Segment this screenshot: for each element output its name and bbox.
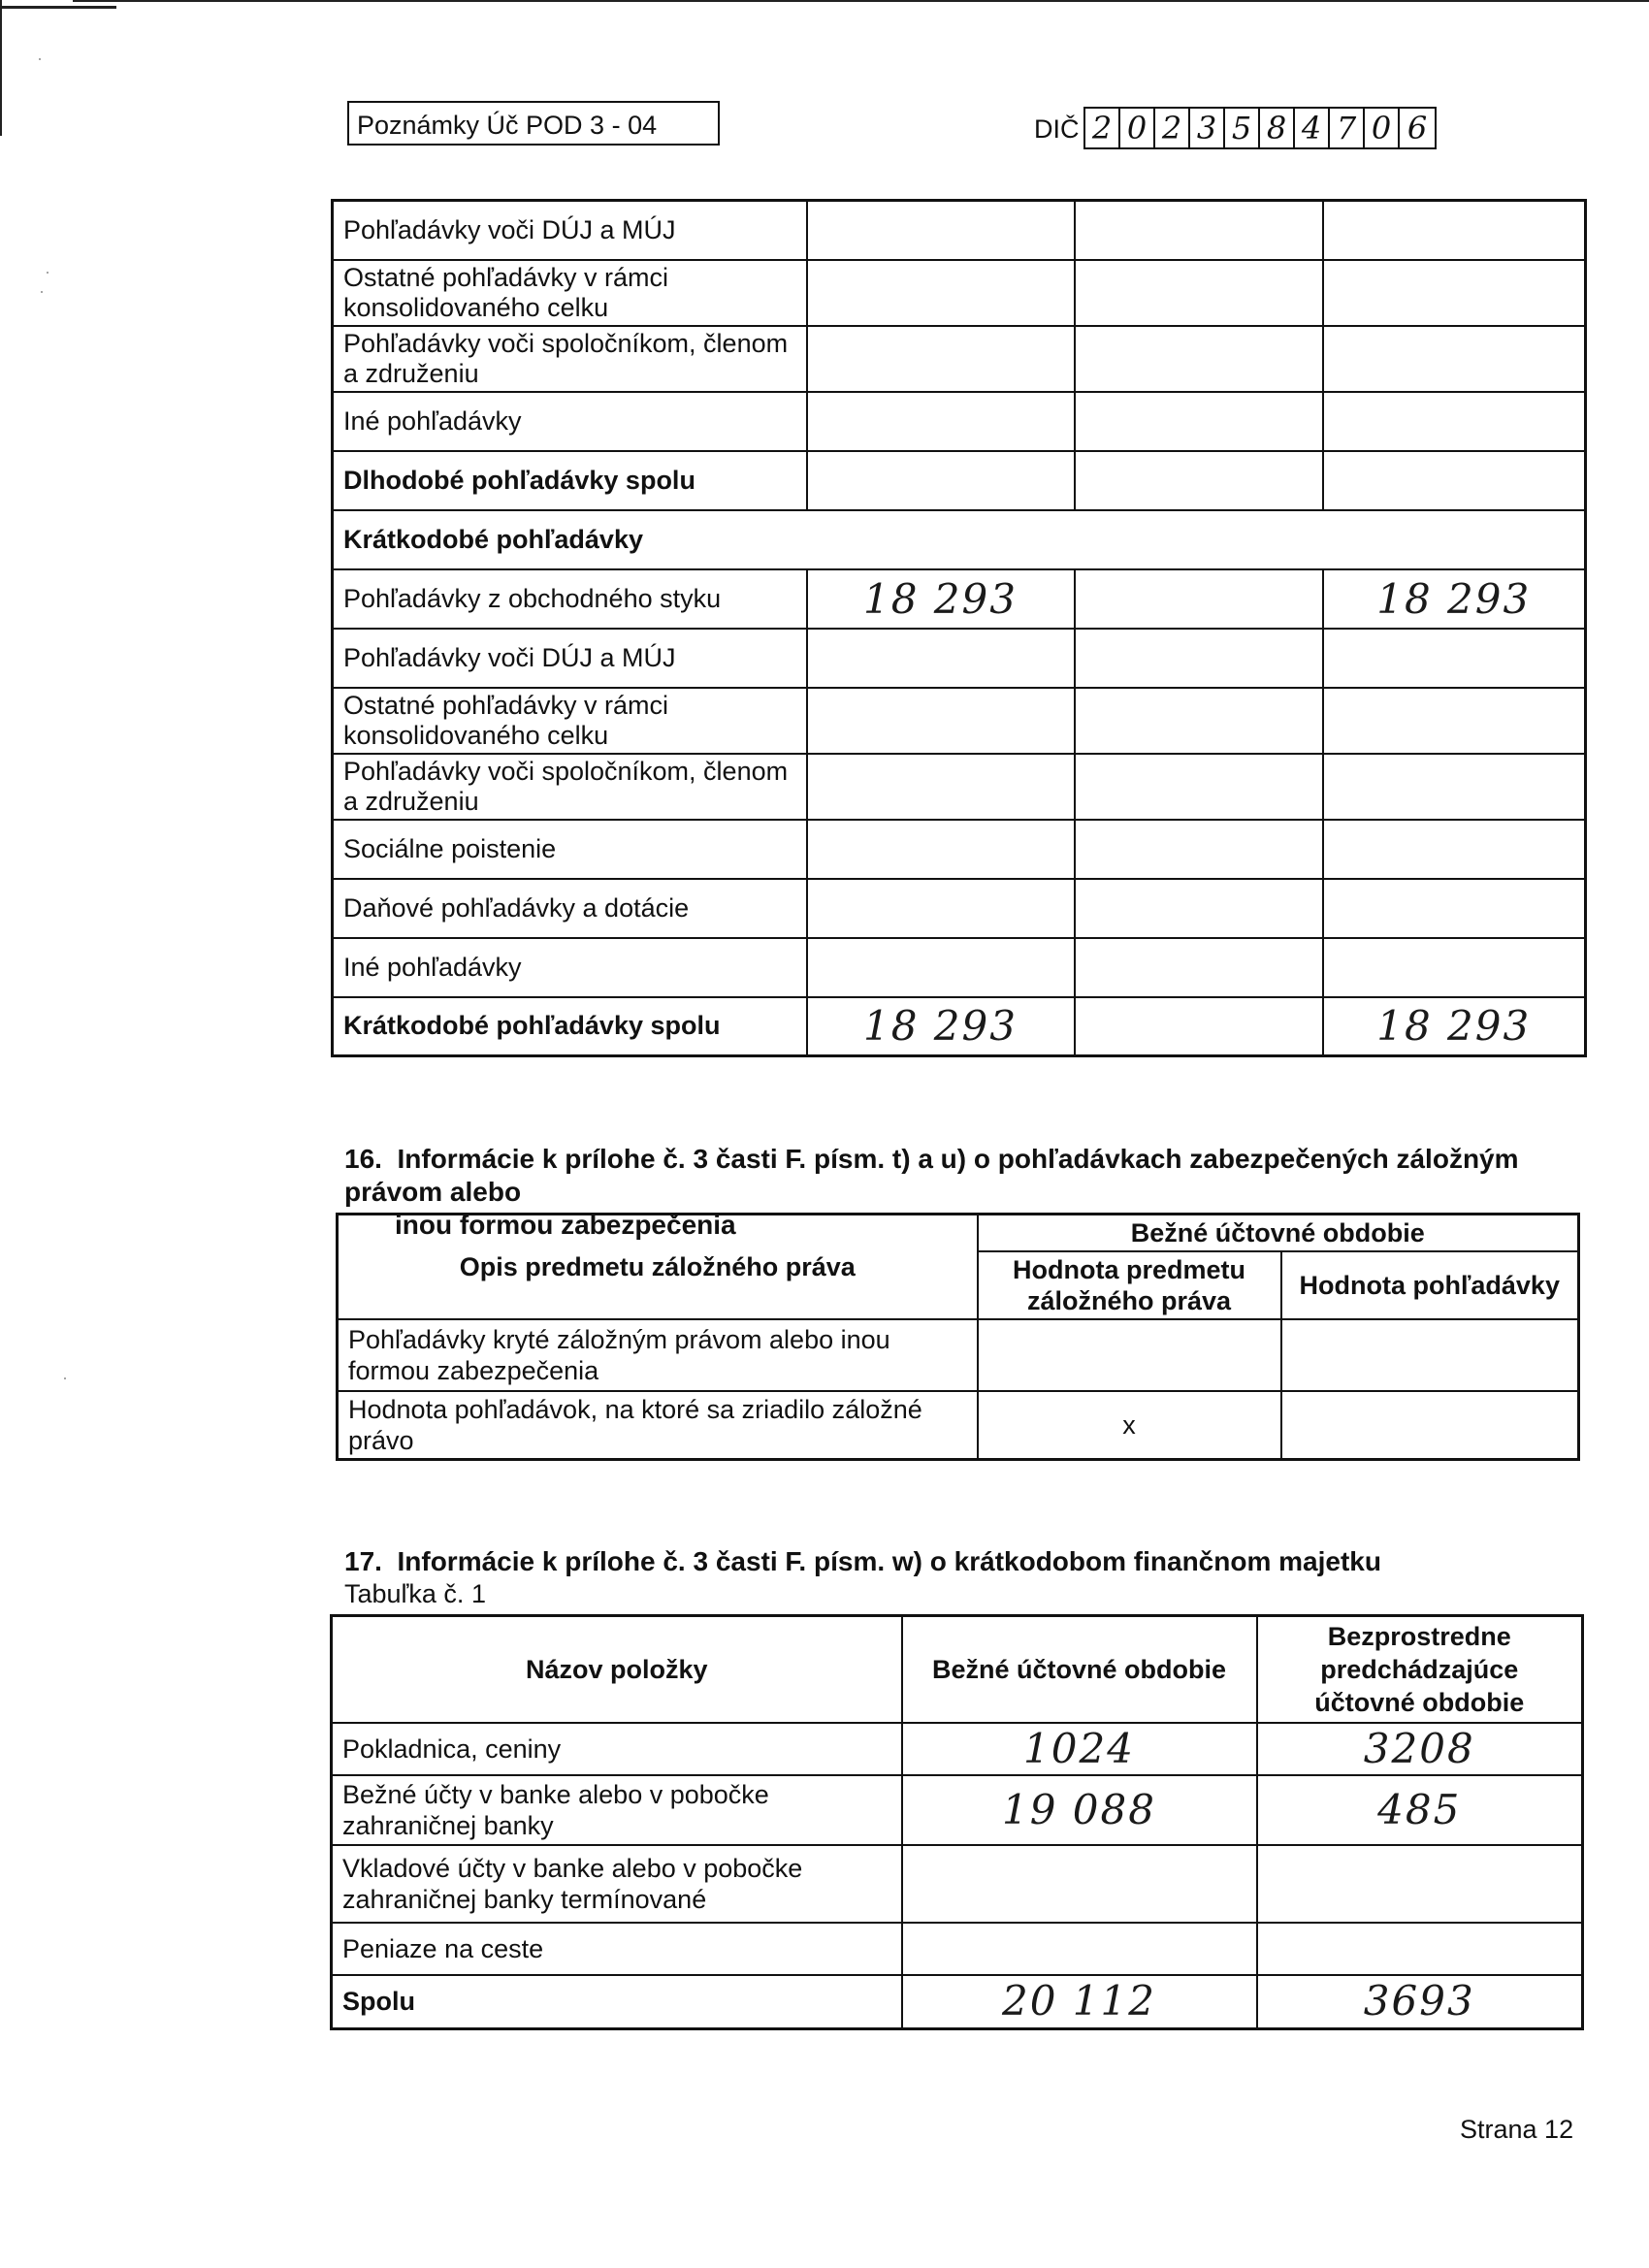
pledge-table	[336, 1213, 1580, 1461]
value-cell[interactable]: 3693	[1257, 1975, 1583, 2029]
value-cell[interactable]	[1323, 629, 1586, 688]
section-number: 16.	[344, 1144, 382, 1174]
scan-border-line	[73, 0, 1649, 2]
financial-assets-table	[330, 1614, 1584, 2030]
scan-speck	[39, 58, 41, 60]
table-caption: Tabuľka č. 1	[344, 1579, 486, 1608]
table-row	[338, 1391, 1579, 1460]
value-cell[interactable]	[1323, 688, 1586, 754]
dic-digit: 0	[1120, 109, 1155, 147]
value-cell[interactable]	[1323, 201, 1586, 260]
table-row	[333, 629, 1586, 688]
scan-mark	[0, 6, 116, 9]
row-label: Pohľadávky voči DÚJ a MÚJ	[333, 201, 807, 260]
value-cell[interactable]	[1075, 326, 1323, 392]
value-cell[interactable]: 19 088	[902, 1775, 1257, 1845]
section-title-line2: inou formou zabezpečenia	[395, 1210, 736, 1240]
dic-label: DIČ	[1034, 114, 1080, 144]
dic-digit: 4	[1295, 109, 1330, 147]
table-row	[333, 326, 1586, 392]
value-cell[interactable]	[1323, 451, 1586, 510]
value-cell[interactable]	[1075, 754, 1323, 820]
value-cell[interactable]: 485	[1257, 1775, 1583, 1845]
dic-digit: 3	[1190, 109, 1225, 147]
row-label: Spolu	[332, 1975, 902, 2029]
value-cell[interactable]	[807, 260, 1075, 326]
row-label: Iné pohľadávky	[333, 938, 807, 997]
table-row	[332, 1923, 1583, 1975]
value-cell[interactable]: 18 293	[807, 569, 1075, 629]
row-label: Pohľadávky voči spoločníkom, členom a združeniu	[333, 326, 807, 392]
value-cell[interactable]	[1075, 879, 1323, 938]
value-cell[interactable]	[1323, 820, 1586, 879]
col-header-previous: Bezprostredne predchádzajúce účtovné obdobie	[1257, 1616, 1583, 1723]
header-row	[338, 1215, 1579, 1252]
dic-digit: 0	[1365, 109, 1400, 147]
value-cell[interactable]	[1323, 938, 1586, 997]
section-number: 17.	[344, 1546, 382, 1576]
value-cell[interactable]	[1323, 879, 1586, 938]
value-cell[interactable]: x	[978, 1391, 1281, 1460]
col-header-pledge-value: Hodnota predmetu záložného práva	[978, 1251, 1281, 1319]
table-row	[332, 1775, 1583, 1845]
form-label: Poznámky Úč POD 3 - 04	[347, 101, 720, 146]
scan-speck	[41, 291, 43, 293]
value-cell[interactable]	[1075, 569, 1323, 629]
value-cell[interactable]	[1323, 326, 1586, 392]
row-label: Pohľadávky voči spoločníkom, členom a združeniu	[333, 754, 807, 820]
dic-digit: 2	[1155, 109, 1190, 147]
scan-edge	[0, 0, 2, 136]
value-cell[interactable]	[902, 1923, 1257, 1975]
section-header-row	[333, 510, 1586, 569]
row-label: Dlhodobé pohľadávky spolu	[333, 451, 807, 510]
value-cell[interactable]	[1075, 997, 1323, 1056]
value-cell[interactable]: 18 293	[1323, 569, 1586, 629]
table-row	[333, 879, 1586, 938]
value-cell[interactable]	[1323, 260, 1586, 326]
col-header-receivable-value: Hodnota pohľadávky	[1281, 1251, 1579, 1319]
col-header-current: Bežné účtovné obdobie	[902, 1616, 1257, 1723]
value-cell[interactable]	[807, 451, 1075, 510]
dic-digit: 5	[1225, 109, 1260, 147]
table-row	[333, 820, 1586, 879]
row-label: Daňové pohľadávky a dotácie	[333, 879, 807, 938]
row-label: Pohľadávky z obchodného styku	[333, 569, 807, 629]
value-cell[interactable]	[807, 938, 1075, 997]
col-header-name: Názov položky	[332, 1616, 902, 1723]
page-number: Strana 12	[1460, 2115, 1574, 2144]
header-row	[332, 1616, 1583, 1723]
value-cell[interactable]	[1075, 629, 1323, 688]
value-cell[interactable]	[1075, 688, 1323, 754]
value-cell[interactable]	[1075, 820, 1323, 879]
row-label: Pohľadávky voči DÚJ a MÚJ	[333, 629, 807, 688]
row-label: Ostatné pohľadávky v rámci konsolidovaného celku	[333, 688, 807, 754]
value-cell[interactable]	[1281, 1319, 1579, 1391]
value-cell[interactable]: 18 293	[1323, 997, 1586, 1056]
col-header-description: Opis predmetu záložného práva	[338, 1215, 978, 1320]
row-label: Iné pohľadávky	[333, 392, 807, 451]
value-cell[interactable]: 3208	[1257, 1723, 1583, 1775]
value-cell[interactable]	[807, 629, 1075, 688]
row-label: Pohľadávky kryté záložným právom alebo inou formou zabezpečenia	[338, 1319, 978, 1391]
table-row	[338, 1319, 1579, 1391]
value-cell[interactable]	[1075, 938, 1323, 997]
row-label: Ostatné pohľadávky v rámci konsolidovaného celku	[333, 260, 807, 326]
value-cell[interactable]	[1323, 392, 1586, 451]
value-cell[interactable]	[1075, 260, 1323, 326]
value-cell[interactable]	[1257, 1923, 1583, 1975]
dic-field[interactable]	[1083, 107, 1437, 149]
value-cell[interactable]	[1075, 201, 1323, 260]
receivables-table	[331, 199, 1587, 1057]
value-cell[interactable]	[807, 688, 1075, 754]
section-17-title	[344, 1546, 1381, 1577]
value-cell[interactable]	[978, 1319, 1281, 1391]
value-cell[interactable]	[1075, 451, 1323, 510]
table-row	[333, 938, 1586, 997]
dic-digit: 2	[1085, 109, 1120, 147]
value-cell[interactable]	[807, 754, 1075, 820]
table-row	[333, 201, 1586, 260]
value-cell[interactable]	[1323, 754, 1586, 820]
row-label: Vkladové účty v banke alebo v pobočke zahraničnej banky termínované	[332, 1845, 902, 1923]
row-label: Pokladnica, ceniny	[332, 1723, 902, 1775]
row-label: Sociálne poistenie	[333, 820, 807, 879]
table-row	[333, 569, 1586, 629]
col-header-period: Bežné účtovné obdobie	[978, 1215, 1579, 1252]
total-row	[333, 451, 1586, 510]
value-cell[interactable]	[807, 326, 1075, 392]
value-cell[interactable]	[807, 201, 1075, 260]
value-cell[interactable]: 20 112	[902, 1975, 1257, 2029]
section-title-line1: Informácie k prílohe č. 3 časti F. písm. t) a u) o pohľadávkach zabezpečených záložným právom alebo	[344, 1144, 1519, 1207]
row-label: Peniaze na ceste	[332, 1923, 902, 1975]
value-cell[interactable]: 18 293	[807, 997, 1075, 1056]
value-cell[interactable]	[902, 1845, 1257, 1923]
row-label: Bežné účty v banke alebo v pobočke zahraničnej banky	[332, 1775, 902, 1845]
value-cell[interactable]	[807, 820, 1075, 879]
section-header: Krátkodobé pohľadávky	[333, 510, 1586, 569]
table-row	[332, 1723, 1583, 1775]
table-row	[333, 260, 1586, 326]
value-cell[interactable]	[807, 879, 1075, 938]
value-cell[interactable]	[1281, 1391, 1579, 1460]
value-cell[interactable]	[1075, 392, 1323, 451]
dic-digit: 8	[1260, 109, 1295, 147]
scan-speck	[47, 272, 48, 274]
row-label: Hodnota pohľadávok, na ktoré sa zriadilo záložné právo	[338, 1391, 978, 1460]
total-row	[333, 997, 1586, 1056]
value-cell[interactable]	[1257, 1845, 1583, 1923]
table-row	[333, 688, 1586, 754]
table-row	[332, 1845, 1583, 1923]
scan-speck	[64, 1377, 66, 1379]
dic-digit: 7	[1330, 109, 1365, 147]
total-row	[332, 1975, 1583, 2029]
dic-digit: 6	[1406, 110, 1428, 146]
value-cell[interactable]: 1024	[902, 1723, 1257, 1775]
section-title: Informácie k prílohe č. 3 časti F. písm. w) o krátkodobom finančnom majetku	[397, 1546, 1381, 1576]
table-row	[333, 754, 1586, 820]
table-row	[333, 392, 1586, 451]
value-cell[interactable]	[807, 392, 1075, 451]
row-label: Krátkodobé pohľadávky spolu	[333, 997, 807, 1056]
